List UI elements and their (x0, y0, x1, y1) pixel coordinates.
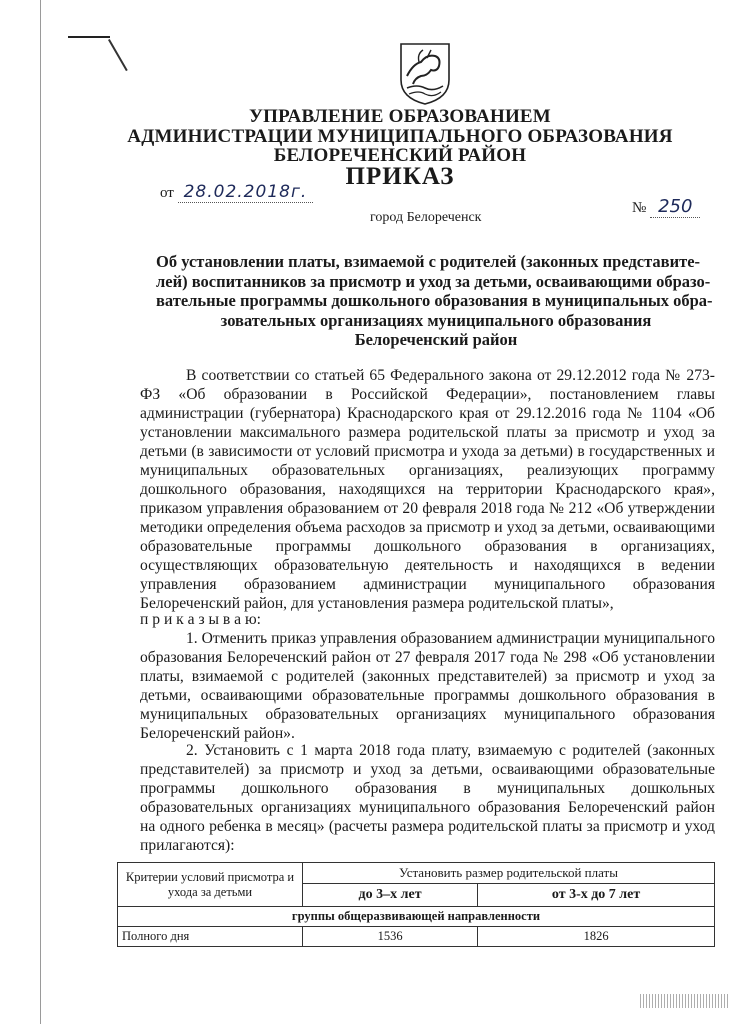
item-1-text: 1. Отменить приказ управления образованием администрации муниципального образования Белореченский район от 27 февраля 2017 года № 298 «Об установлении платы, взимаемой с родителей (законных представителей) за присмотр и уход за детьми, осваивающими образовательные программы дошкольного образования в муниципальных образовательных организациях муниципального образования Белореченский район». (140, 630, 715, 742)
preamble-paragraph (140, 366, 715, 613)
coat-of-arms-emblem (397, 40, 453, 106)
group-type-label: группы общеразвивающей направленности (118, 907, 715, 927)
table-header-row (118, 863, 715, 884)
scan-edge-line (40, 0, 41, 1024)
table-group-row (118, 907, 715, 927)
row-criteria: Полного дня (118, 927, 303, 947)
document-type: ПРИКАЗ (345, 163, 455, 190)
header-criteria: Критерии условий присмотра и ухода за детьми (118, 863, 303, 907)
document-date (160, 182, 313, 202)
row-value-under-3: 1536 (303, 927, 478, 947)
item-2-text: 2. Установить с 1 марта 2018 года плату, взимаемую с родителей (законных представителей) за присмотр и уход за детьми, осваивающими образовательные программы дошкольного образования в муниципальных дошкольных образовательных организациях муниципального образования Белореченский район на одного ребенка в месяц» (расчеты размера родительской платы за присмотр и уход прилагаются): (140, 742, 715, 854)
subject-line: Белореченский район (354, 330, 518, 349)
table-row (118, 927, 715, 947)
order-word: п р и к а з ы в а ю: (140, 611, 261, 628)
document-subject (156, 252, 716, 350)
subject-line: лей) воспитанников за присмотр и уход за детьми, осваивающими образо- (156, 271, 711, 291)
handwritten-date: 28.02.2018г. (178, 182, 314, 203)
row-value-3-to-7: 1826 (478, 927, 715, 947)
scan-noise (640, 994, 730, 1008)
handwritten-number: 250 (650, 196, 700, 218)
scan-mark (108, 39, 128, 71)
header-age-under-3: до 3–х лет (303, 884, 478, 907)
item-2-paragraph (140, 741, 715, 855)
org-title-line2: АДМИНИСТРАЦИИ МУНИЦИПАЛЬНОГО ОБРАЗОВАНИЯ (127, 126, 673, 147)
subject-line: Об установлении платы, взимаемой с родителей (законных представите- (156, 252, 701, 271)
subject-line: зовательных организациях муниципального образования (220, 310, 652, 330)
order-word-paragraph (140, 610, 715, 629)
header-age-3-to-7: от 3-х до 7 лет (478, 884, 715, 907)
header-set-fee: Установить размер родительской платы (303, 863, 715, 884)
date-prefix: от (160, 185, 174, 201)
subject-line: вательные программы дошкольного образования в муниципальных обра- (156, 291, 713, 310)
document-city: город Белореченск (370, 210, 482, 225)
document-number (632, 196, 700, 217)
scan-mark (68, 36, 110, 38)
org-title-line3: БЕЛОРЕЧЕНСКИЙ РАЙОН (273, 145, 527, 166)
item-1-paragraph (140, 629, 715, 743)
org-title-line1: УПРАВЛЕНИЕ ОБРАЗОВАНИЕМ (249, 106, 551, 127)
tariff-table (117, 862, 715, 947)
preamble-text: В соответствии со статьей 65 Федерального закона от 29.12.2012 года № 273- ФЗ «Об образовании в Российской Федерации», постановлением главы администрации (губернатора) Краснодарского края от 29.12.2016 года № 1104 «Об установлении максимального размера родительской платы за присмотр и уход за детьми (в зависимости от условий присмотра и ухода за детьми) в государственных и муниципальных образовательных организациях, реализующих программу дошкольного образования, находящихся на территории Краснодарского края», приказом управления образованием от 20 февраля 2018 года № 212 «Об утверждении методики определения объема расходов за присмотр и уход за детьми, осваивающими образовательные программы дошкольного образования в организациях, осуществляющих образовательную деятельность и находящихся в ведении управления образованием администрации муниципального образования Белореченский район, для установления размера родительской платы», (140, 367, 715, 612)
number-prefix: № (632, 200, 647, 216)
